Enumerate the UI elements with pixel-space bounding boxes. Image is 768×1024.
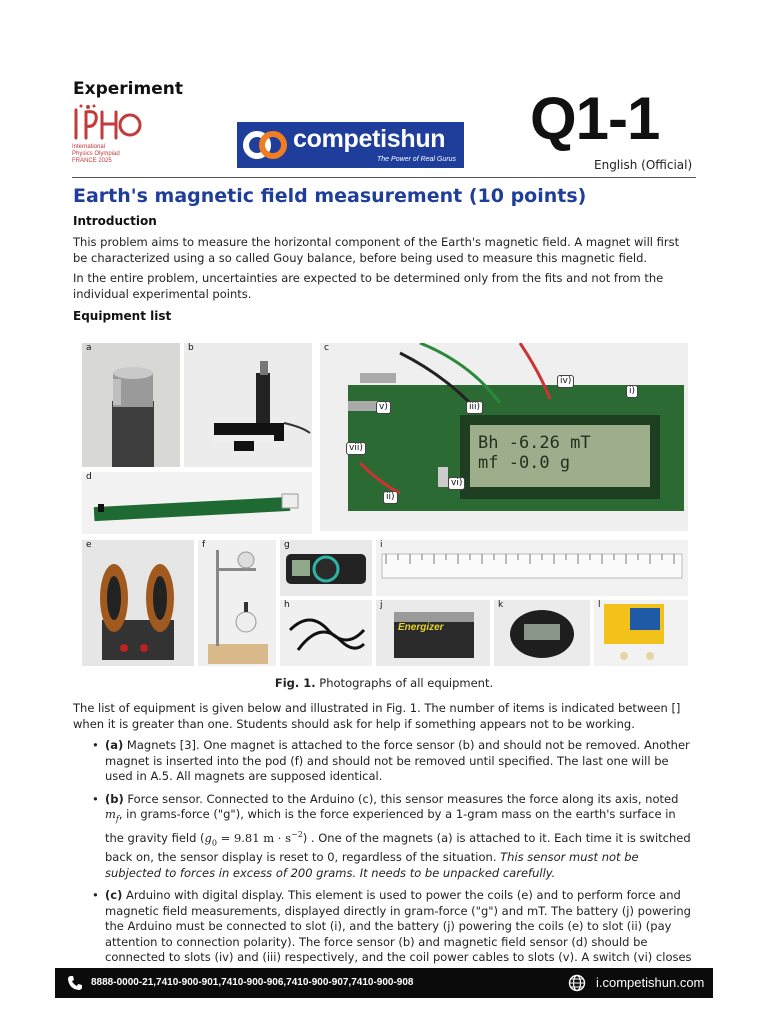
phone-icon [67, 975, 83, 991]
item-a-text: Magnets [3]. One magnet is attached to the force sensor (b) and should not be removed. Another magnet is inserted into the pod (f) and should not be removed until specified. The last one will be used in A.5. All magnets are supposed identical. [105, 738, 690, 783]
item-b-text-3: ) . One of the magnets (a) is attached to it. Each time it is switched back on, the sensor display is reset to 0, regardless of the situation. [105, 830, 691, 865]
board-tag-iii: iii) [466, 401, 483, 414]
ipho-logo [72, 104, 150, 176]
panel-h-cables [280, 600, 372, 666]
panel-b-force-sensor [184, 343, 312, 467]
panel-g-multimeter [280, 540, 372, 596]
item-b-text-2: , in grams-force ("g"), which is the force experienced by a 1-gram mass on the earth's surface in the gravity field ( [105, 807, 676, 845]
competishun-logo [237, 122, 464, 168]
figure-caption [0, 676, 768, 690]
caption-label: Fig. 1. [274, 676, 316, 690]
panel-e-coils [82, 540, 194, 666]
item-b-label: (b) [105, 791, 124, 806]
experiment-label: Experiment [73, 79, 183, 99]
board-tag-ii: ii) [383, 491, 398, 504]
symbol-mf: $m_f$ [105, 807, 119, 824]
panel-j-battery [376, 600, 490, 666]
language-label: English (Official) [594, 158, 693, 172]
panel-label-l: l [598, 600, 601, 610]
lcd-display [478, 433, 591, 473]
ipho-line-2: Physics Olympiad [72, 151, 120, 157]
item-b-warning: This sensor must not be subjected to forces in excess of 200 grams. It needs to be unpacked carefully. [105, 850, 639, 880]
item-c-text: Arduino with digital display. This element is used to power the coils (e) and to perform force and magnetic field measurements, displayed directly in gram-force ("g") and mT. The battery (j) powering the Arduino must be connected to slot (i), and the battery (j) powering the coils (e) to slot (ii) (pay attention to connection polarity). The force sensor (b) and magnetic field sensor (d) should be connected to slots (iv) and (iii) respectively, and the coil power cables to slots (v). A switch (vi) closes [105, 888, 692, 965]
brand-name: competishun [293, 125, 446, 153]
panel-d-field-sensor [82, 472, 312, 534]
footer-phone-numbers[interactable]: 8888-0000-21,7410-900-901,7410-900-906,7410-900-907,7410-900-908 [91, 977, 414, 988]
panel-label-a: a [86, 343, 92, 353]
board-tag-iv: iv) [557, 375, 574, 388]
board-tag-vii: vii) [346, 442, 366, 455]
board-tag-v: v) [376, 401, 391, 414]
panel-label-j: j [380, 600, 383, 610]
competishun-mark-icon [243, 129, 287, 161]
lcd-line-1: Bh -6.26 mT [478, 433, 591, 453]
panel-c-arduino [320, 343, 688, 531]
footer-bar [55, 968, 713, 998]
panel-label-c: c [324, 343, 329, 353]
item-a-label: (a) [105, 738, 124, 752]
introduction-heading: Introduction [73, 214, 157, 228]
panel-k-stopwatch [494, 600, 590, 666]
panel-label-i: i [380, 540, 383, 550]
panel-label-f: f [202, 540, 206, 550]
ipho-mark-icon [72, 104, 142, 144]
footer-website-link[interactable]: i.competishun.com [596, 975, 705, 990]
ipho-line-1: International [72, 144, 106, 150]
intro-paragraph-2: In the entire problem, uncertainties are expected to be determined only from the fits and not from the individual experimental points. [73, 271, 664, 301]
globe-icon [568, 974, 586, 992]
brand-tagline: The Power of Real Gurus [377, 156, 456, 163]
panel-label-h: h [284, 600, 290, 610]
panel-l-putty [594, 600, 688, 666]
lcd-line-2: mf -0.0 g [478, 453, 571, 473]
list-intro: The list of equipment is given below and illustrated in Fig. 1. The number of items is indicated between [] when it is greater than one. Students should ask for help if something appears not to be working. [73, 701, 681, 731]
item-b-text-1: Force sensor. Connected to the Arduino (c), this sensor measures the force along its axis, noted [123, 791, 679, 806]
question-number: Q1-1 [530, 85, 660, 152]
battery-brand: Energizer [398, 622, 444, 633]
panel-f-pod [198, 540, 276, 666]
header-divider [72, 177, 696, 178]
intro-paragraph-1: This problem aims to measure the horizontal component of the Earth's magnetic field. A magnet will first be characterized using a so called Gouy balance, before being used to measure this magnetic field. [73, 235, 680, 265]
item-c-label: (c) [105, 888, 123, 903]
page-title: Earth's magnetic field measurement (10 points) [73, 185, 587, 207]
list-item-a [84, 738, 696, 785]
panel-label-k: k [498, 600, 504, 610]
panel-label-e: e [86, 540, 92, 550]
board-tag-i: i) [626, 385, 638, 398]
board-tag-vi: vi) [448, 477, 465, 490]
formula-g0: $g_0 = 9.81$ $m \cdot s^{-2}$ [204, 829, 303, 847]
equipment-heading: Equipment list [73, 309, 172, 323]
panel-i-ruler [376, 540, 688, 596]
equipment-list [84, 738, 696, 988]
list-item-b [84, 792, 696, 882]
panel-label-d: d [86, 472, 92, 482]
caption-text: Photographs of all equipment. [315, 676, 494, 690]
ipho-line-3: FRANCE 2025 [72, 158, 112, 164]
panel-label-g: g [284, 540, 290, 550]
panel-a-magnet [82, 343, 180, 467]
panel-label-b: b [188, 343, 194, 353]
